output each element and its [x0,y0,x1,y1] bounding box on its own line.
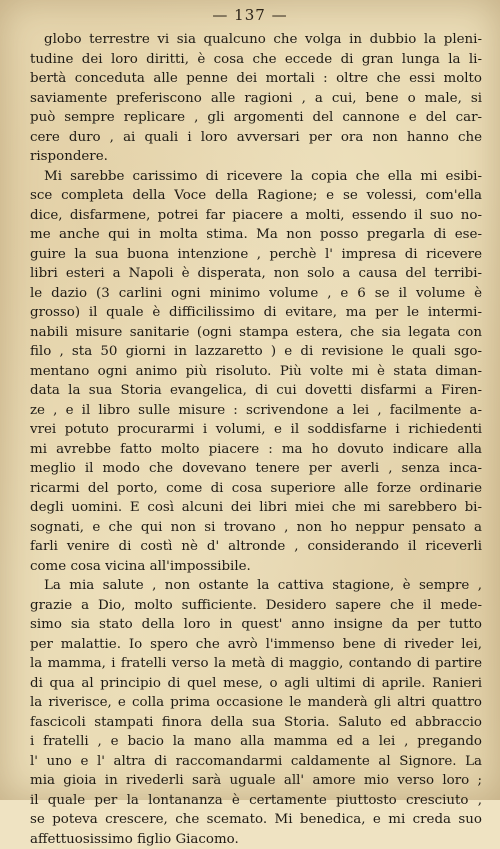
text-line: mentano ogni animo più risoluto. Più volte mi è stata diman- [30,362,482,382]
text-line: mi avrebbe fatto molto piacere : ma ho dovuto indicare alla [30,440,482,460]
text-line: sognati, e che qui non si trovano , non ho neppur pensato a [30,518,482,538]
text-line: il quale per la lontananza è certamente piuttosto cresciuto , [30,791,482,811]
text-line: meglio il modo che dovevano tenere per averli , senza inca- [30,459,482,479]
text-line: affettuosissimo figlio Giacomo. [30,830,482,849]
paragraph [30,167,482,577]
text-line: sce completa della Voce della Ragione; e se volessi, com'ella [30,186,482,206]
text-line: grazie a Dio, molto sufficiente. Desidero sapere che il mede- [30,596,482,616]
text-line: filo , sta 50 giorni in lazzaretto ) e di revisione le quali sgo- [30,342,482,362]
text-line: come cosa vicina all'impossibile. [30,557,482,577]
text-line: grosso) il quale è difficilissimo di evitare, ma per le intermi- [30,303,482,323]
paragraph [30,30,482,167]
text-line: fascicoli stampati finora della sua Storia. Saluto ed abbraccio [30,713,482,733]
text-line: guire la sua buona intenzione , perchè l' impresa di ricevere [30,245,482,265]
text-line: dice, disfarmene, potrei far piacere a molti, essendo il suo no- [30,206,482,226]
text-line: data la sua Storia evangelica, di cui dovetti disfarmi a Firen- [30,381,482,401]
text-line: me anche qui in molta stima. Ma non posso pregarla di ese- [30,225,482,245]
page-number: — 137 — [0,6,500,24]
text-line: cere duro , ai quali i loro avversari per ora non hanno che [30,128,482,148]
text-line: globo terrestre vi sia qualcuno che volga in dubbio la pleni- [30,30,482,50]
text-line: l' uno e l' altra di raccomandarmi caldamente al Signore. La [30,752,482,772]
text-line: mia gioia in rivederli sarà uguale all' amore mio verso loro ; [30,771,482,791]
text-line: simo sia stato della loro in quest' anno insigne da per tutto [30,615,482,635]
text-line: libri esteri a Napoli è disperata, non solo a causa del terribi- [30,264,482,284]
paragraph [30,576,482,849]
text-line: le dazio (3 carlini ogni minimo volume , e 6 se il volume è [30,284,482,304]
text-line: la mamma, i fratelli verso la metà di maggio, contando di partire [30,654,482,674]
text-line: di qua al principio di quel mese, o agli ultimi di aprile. Ranieri [30,674,482,694]
text-line: i fratelli , e bacio la mano alla mamma ed a lei , pregando [30,732,482,752]
text-line: per malattie. Io spero che avrò l'immenso bene di riveder lei, [30,635,482,655]
text-line: saviamente preferiscono alle ragioni , a cui, bene o male, si [30,89,482,109]
text-line: La mia salute , non ostante la cattiva stagione, è sempre , [30,576,482,596]
text-line: farli venire di costì nè d' altronde , considerando il riceverli [30,537,482,557]
text-line: rispondere. [30,147,482,167]
text-line: ricarmi del porto, come di cosa superiore alle forze ordinarie [30,479,482,499]
text-line: se poteva crescere, che scemato. Mi benedica, e mi creda suo [30,810,482,830]
text-line: bertà conceduta alle penne dei mortali : oltre che essi molto [30,69,482,89]
text-line: vrei potuto procurarmi i volumi, e il soddisfarne i richiedenti [30,420,482,440]
text-line: la riverisce, e colla prima occasione le manderà gli altri quattro [30,693,482,713]
text-line: può sempre replicare , gli argomenti del cannone e del car- [30,108,482,128]
page-body-text [30,30,482,849]
text-line: nabili misure sanitarie (ogni stampa estera, che sia legata con [30,323,482,343]
text-line: Mi sarebbe carissimo di ricevere la copia che ella mi esibi- [30,167,482,187]
text-line: degli uomini. E così alcuni dei libri miei che mi sarebbero bi- [30,498,482,518]
text-line: tudine dei loro diritti, è cosa che eccede di gran lunga la li- [30,50,482,70]
text-line: ze , e il libro sulle misure : scrivendone a lei , facilmente a- [30,401,482,421]
